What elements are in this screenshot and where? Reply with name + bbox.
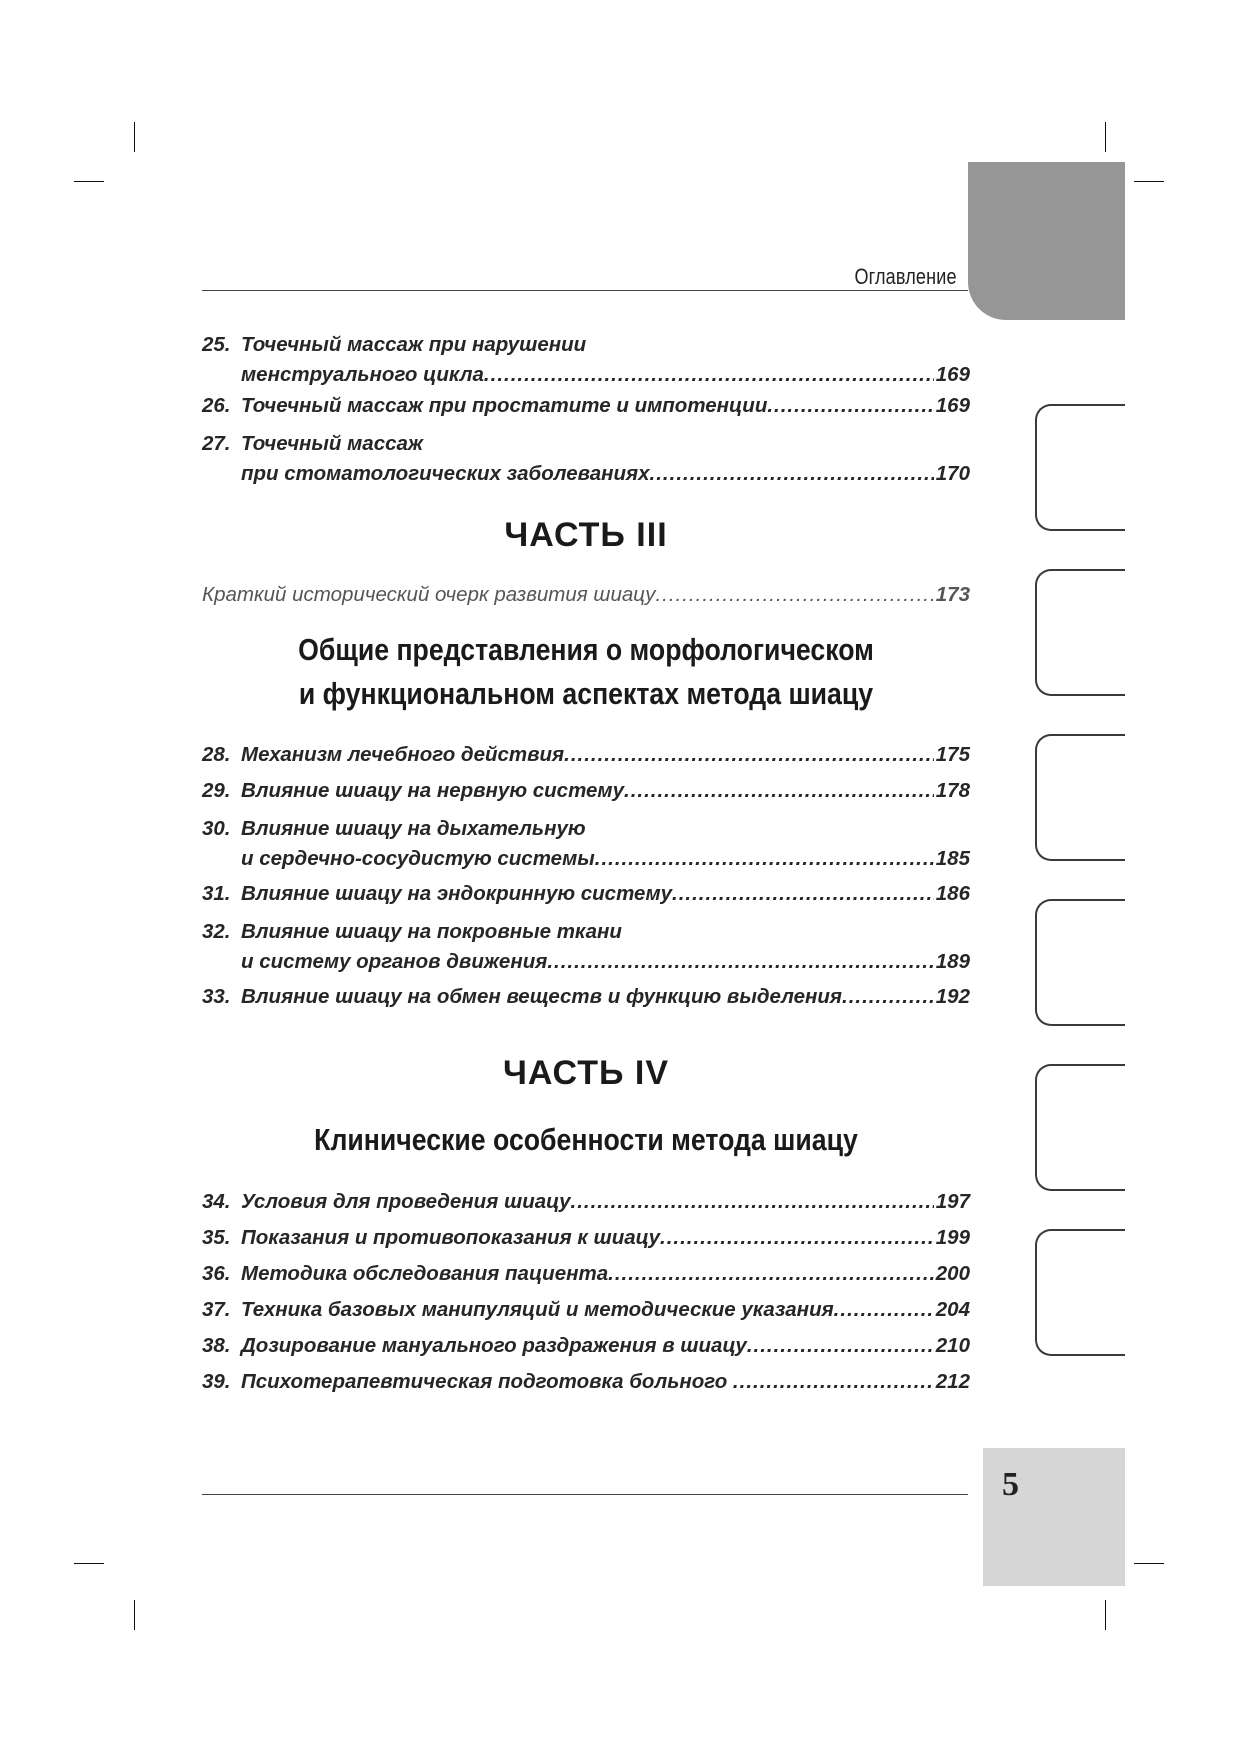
toc-entry-37[interactable]	[202, 1295, 970, 1325]
entry-title-cont: и сердечно-сосудистую системы	[241, 847, 595, 870]
entry-number: 39.	[202, 1370, 231, 1393]
entry-title: Условия для проведения шиацу	[241, 1190, 571, 1213]
crop-mark	[74, 1563, 104, 1564]
crop-mark	[134, 122, 135, 152]
leader-dots	[660, 1223, 934, 1253]
entry-number: 30.	[202, 817, 231, 840]
entry-page: 197	[935, 1190, 970, 1213]
entry-number: 32.	[202, 920, 231, 943]
side-tab-4	[1035, 899, 1125, 1026]
part-3-heading: ЧАСТЬ III	[504, 516, 668, 554]
section-heading-part4: Клинические особенности метода шиацу	[314, 1122, 858, 1157]
toc-entry-27[interactable]	[202, 429, 970, 489]
leader-dots	[650, 459, 934, 489]
page-title: Оглавление	[854, 264, 957, 289]
entry-title: Механизм лечебного действия	[241, 743, 565, 766]
entry-page: 185	[935, 847, 970, 870]
leader-dots	[624, 776, 934, 806]
leader-dots	[733, 1367, 934, 1397]
part-4-heading: ЧАСТЬ IV	[502, 1054, 670, 1092]
leader-dots	[595, 844, 934, 874]
entry-page: 175	[935, 743, 970, 766]
entry-title: Точечный массаж при нарушении	[241, 333, 587, 356]
entry-title: Дозирование мануального раздражения в шиацу	[241, 1334, 747, 1357]
side-tab-1	[1035, 404, 1125, 531]
entry-page: 199	[935, 1226, 970, 1249]
entry-title: Показания и противопоказания к шиацу	[241, 1226, 660, 1249]
entry-page: 170	[935, 462, 970, 485]
entry-number: 28.	[202, 743, 231, 766]
toc-entry-36[interactable]	[202, 1259, 970, 1289]
leader-dots	[547, 947, 933, 977]
entry-number: 26.	[202, 394, 231, 417]
side-tab-5	[1035, 1064, 1125, 1191]
entry-title: Методика обследования пациента	[241, 1262, 609, 1285]
toc-entry-31[interactable]	[202, 879, 970, 909]
entry-number: 34.	[202, 1190, 231, 1213]
side-tab-2	[1035, 569, 1125, 696]
entry-page: 192	[935, 985, 970, 1008]
entry-page: 186	[935, 882, 970, 905]
leader-dots	[834, 1295, 934, 1325]
entry-title: Психотерапевтическая подготовка больного	[241, 1370, 733, 1393]
entry-page: 169	[935, 394, 970, 417]
entry-number: 31.	[202, 882, 231, 905]
header-tab	[968, 162, 1125, 320]
entry-title: Техника базовых манипуляций и методические указания	[241, 1298, 834, 1321]
crop-mark	[1134, 1563, 1164, 1564]
toc-entry-intro[interactable]	[202, 580, 970, 610]
toc-entry-30[interactable]	[202, 814, 970, 874]
side-tab-3	[1035, 734, 1125, 861]
leader-dots	[571, 1187, 934, 1217]
header-rule	[202, 290, 968, 291]
entry-page: 212	[935, 1370, 970, 1393]
crop-mark	[1105, 1600, 1106, 1630]
entry-number: 36.	[202, 1262, 231, 1285]
toc-entry-32[interactable]	[202, 917, 970, 977]
entry-title: Краткий исторический очерк развития шиацу	[202, 583, 656, 606]
entry-title-cont: менструального цикла	[241, 363, 484, 386]
toc-entry-33[interactable]	[202, 982, 970, 1012]
entry-title-cont: при стоматологических заболеваниях	[241, 462, 650, 485]
entry-title: Влияние шиацу на нервную систему	[241, 779, 624, 802]
leader-dots	[747, 1331, 934, 1361]
toc-entry-34[interactable]	[202, 1187, 970, 1217]
section-heading-part3	[256, 628, 916, 716]
leader-dots	[672, 879, 934, 909]
leader-dots	[564, 740, 934, 770]
toc-entry-25[interactable]	[202, 330, 970, 390]
entry-title: Точечный массаж при простатите и импотенции	[241, 394, 768, 417]
entry-number: 25.	[202, 333, 231, 356]
entry-title: Влияние шиацу на покровные ткани	[241, 920, 622, 943]
entry-page: 200	[935, 1262, 970, 1285]
entry-title-cont: и систему органов движения	[241, 950, 548, 973]
entry-page: 169	[935, 363, 970, 386]
toc-entry-26[interactable]	[202, 391, 970, 421]
entry-page: 178	[935, 779, 970, 802]
entry-page: 210	[935, 1334, 970, 1357]
toc-entry-29[interactable]	[202, 776, 970, 806]
entry-title: Точечный массаж	[241, 432, 424, 455]
side-tab-6	[1035, 1229, 1125, 1356]
toc-entry-35[interactable]	[202, 1223, 970, 1253]
section-heading-line-1: Общие представления о морфологическом	[298, 632, 874, 667]
leader-dots	[767, 391, 933, 421]
entry-title: Влияние шиацу на эндокринную систему	[241, 882, 673, 905]
toc-entry-39[interactable]	[202, 1367, 970, 1397]
entry-title: Влияние шиацу на дыхательную	[241, 817, 586, 840]
toc-entry-28[interactable]	[202, 740, 970, 770]
entry-page: 189	[935, 950, 970, 973]
footer-rule	[202, 1494, 968, 1495]
entry-number: 38.	[202, 1334, 231, 1357]
toc-entry-38[interactable]	[202, 1331, 970, 1361]
entry-title: Влияние шиацу на обмен веществ и функцию выделения	[241, 985, 843, 1008]
page-number: 5	[1002, 1466, 1019, 1503]
crop-mark	[134, 1600, 135, 1630]
entry-page: 173	[935, 583, 970, 606]
entry-number: 33.	[202, 985, 231, 1008]
entry-page: 204	[935, 1298, 970, 1321]
entry-number: 37.	[202, 1298, 231, 1321]
leader-dots	[842, 982, 934, 1012]
crop-mark	[1134, 181, 1164, 182]
entry-number: 29.	[202, 779, 231, 802]
leader-dots	[655, 580, 933, 610]
section-heading-line-2: и функциональном аспектах метода шиацу	[298, 676, 874, 711]
entry-number: 27.	[202, 432, 231, 455]
crop-mark	[74, 181, 104, 182]
crop-mark	[1105, 122, 1106, 152]
entry-number: 35.	[202, 1226, 231, 1249]
leader-dots	[608, 1259, 934, 1289]
leader-dots	[484, 360, 934, 390]
